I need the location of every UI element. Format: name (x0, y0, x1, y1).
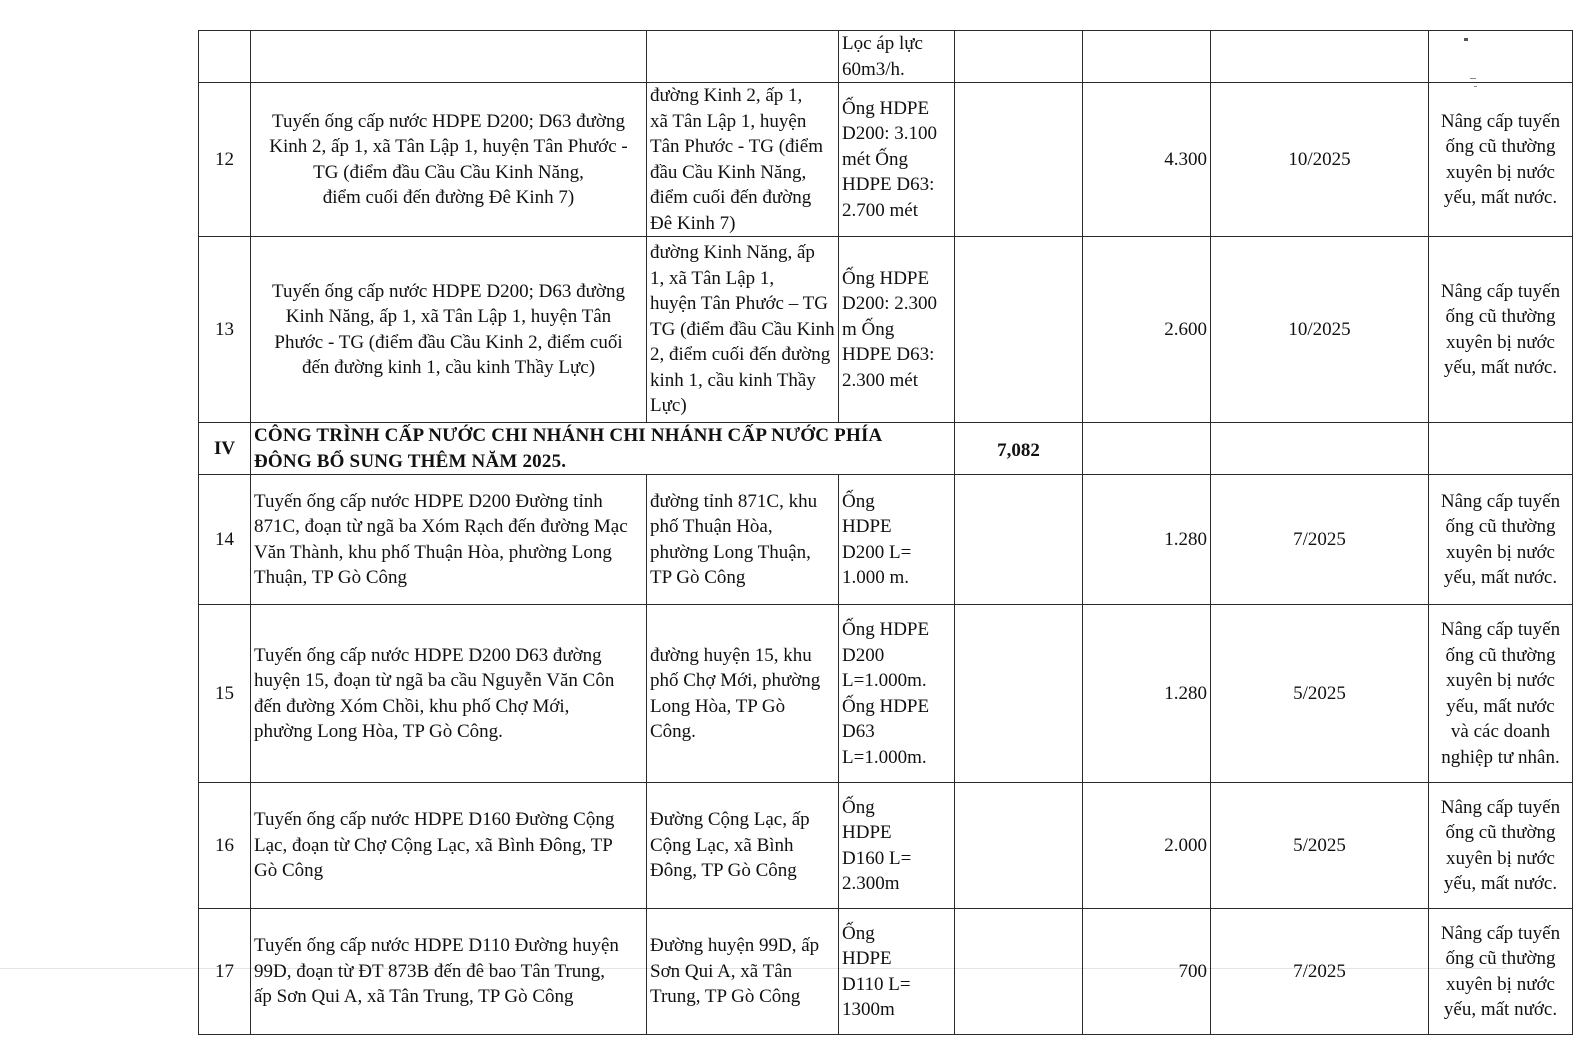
project-scale-line: D160 L= (842, 847, 912, 869)
project-location-line: TP Gò Công (650, 567, 746, 588)
project-note-line: xuyên bị nước (1446, 331, 1555, 353)
project-scale-line: Lọc áp lực (842, 33, 923, 54)
completion-time: 10/2025 (1211, 83, 1429, 237)
project-location-line: TG (điểm đầu Cầu Kinh (650, 318, 835, 340)
project-scale-line: D200: 2.300 (842, 293, 937, 315)
project-name-line: 871C, đoạn từ ngã ba Xóm Rạch đến đường Mạc (254, 516, 628, 537)
project-location-line: Đông, TP Gò Công (650, 860, 797, 882)
project-note-line: yếu, mất nước. (1443, 999, 1558, 1020)
project-name-line: phường Long Hòa, TP Gò Công. (254, 721, 503, 742)
project-name (251, 237, 647, 423)
total-cost (955, 237, 1083, 423)
total-cost (955, 83, 1083, 237)
project-note-line: và các doanh (1450, 721, 1551, 742)
completion-time: 5/2025 (1211, 605, 1429, 783)
project-scale-line: 60m3/h. (842, 58, 905, 80)
table-row (199, 605, 1573, 783)
project-name-line: Tuyến ống cấp nước HDPE D200 Đường tỉnh (254, 490, 603, 512)
project-name-line: đến đường kinh 1, cầu kinh Thầy Lực) (301, 357, 596, 378)
table-row (199, 83, 1573, 237)
project-scale-line: Ống (842, 922, 875, 944)
project-note-line: xuyên bị nước (1446, 541, 1555, 563)
project-name-line: Tuyến ống cấp nước HDPE D200; D63 đường (272, 280, 625, 302)
project-note-line: ống cũ thường (1445, 516, 1556, 537)
project-name-line: Kinh 2, ấp 1, xã Tân Lập 1, huyện Tân Phước - (269, 136, 628, 157)
project-location-line: phố Thuận Hòa, (650, 516, 773, 537)
project-name (251, 909, 647, 1035)
project-scale-line: Ống HDPE (842, 695, 930, 717)
project-scale (839, 83, 955, 237)
section-number: IV (199, 423, 251, 475)
project-location-line: phường Long Thuận, (650, 541, 811, 563)
project-scale-line: HDPE (842, 516, 892, 537)
project-scale-line: 2.700 mét (842, 199, 918, 221)
project-location (647, 237, 839, 423)
project-location-line: điểm cuối đến đường (650, 187, 812, 208)
project-scale-line: D200 L= (842, 541, 912, 563)
project-location-line: Cộng Lạc, xã Bình (650, 834, 794, 856)
project-note-line: ống cũ thường (1445, 136, 1556, 157)
project-note-line: Nâng cấp tuyến (1440, 796, 1561, 818)
project-name-line: Tuyến ống cấp nước HDPE D110 Đường huyện (254, 935, 619, 957)
project-location-line: Tân Phước - TG (điểm (650, 136, 824, 157)
project-location-line: phố Chợ Mới, phường (650, 670, 821, 691)
capital-value: 1.280 (1083, 475, 1211, 605)
project-name-line: Phước - TG (điểm đầu Cầu Kinh 2, điểm cuối (274, 331, 623, 353)
table-body (199, 31, 1573, 1035)
project-name-line: Gò Công (254, 860, 324, 882)
project-scale-line: Ống (842, 490, 875, 512)
project-location-line: đầu Cầu Kinh Năng, (650, 161, 807, 183)
project-location-line: đường Kinh 2, ấp 1, (650, 85, 803, 106)
project-note (1429, 605, 1573, 783)
table-row (199, 237, 1573, 423)
total-cost (955, 475, 1083, 605)
empty-cell (1083, 423, 1211, 475)
row-number: 14 (199, 475, 251, 605)
project-note (1429, 475, 1573, 605)
project-name-line: điểm cuối đến đường Đê Kinh 7) (322, 187, 575, 208)
row-number (199, 31, 251, 83)
total-cost (955, 31, 1083, 83)
project-scale-line: Ống HDPE (842, 97, 930, 119)
project-name-line: Lạc, đoạn từ Chợ Cộng Lạc, xã Bình Đông, TP (254, 834, 613, 856)
project-scale-line: 2.300 mét (842, 369, 918, 391)
project-name-line: Thuận, TP Gò Công (254, 567, 408, 588)
capital-value: 1.280 (1083, 605, 1211, 783)
project-note (1429, 83, 1573, 237)
project-scale (839, 475, 955, 605)
project-name (251, 605, 647, 783)
project-location-line: xã Tân Lập 1, huyện (650, 110, 807, 132)
project-location-line: Đê Kinh 7) (650, 212, 736, 234)
project-note (1429, 31, 1573, 83)
capital-value: 2.600 (1083, 237, 1211, 423)
project-scale-line: 1300m (842, 999, 895, 1020)
project-name-line: 99D, đoạn từ ĐT 873B đến đê bao Tân Trung, (254, 960, 606, 982)
project-note (1429, 783, 1573, 909)
section-total: 7,082 (955, 423, 1083, 475)
project-scale (839, 783, 955, 909)
project-note-line: xuyên bị nước (1446, 847, 1555, 869)
project-note-line: Nâng cấp tuyến (1440, 490, 1561, 512)
project-scale-line: HDPE (842, 822, 892, 843)
project-name (251, 783, 647, 909)
project-location-line: đường huyện 15, khu (650, 644, 812, 666)
project-note-line: yếu, mất nước. (1443, 873, 1558, 894)
project-location-line: 2, điểm cuối đến đường (650, 344, 831, 366)
project-location-line: Sơn Qui A, xã Tân (650, 960, 793, 982)
project-scale-line: 1.000 m. (842, 567, 910, 588)
project-note-line: Nâng cấp tuyến (1440, 110, 1561, 132)
project-note-line: yếu, mất nước. (1443, 187, 1558, 208)
project-note-line: yếu, mất nước (1446, 695, 1555, 717)
project-location-line: Công. (650, 721, 696, 742)
project-location (647, 909, 839, 1035)
project-location-line: Trung, TP Gò Công (650, 986, 801, 1008)
project-scale-line: HDPE D63: (842, 344, 935, 366)
project-scale-line: L=1.000m. (842, 746, 927, 768)
project-note (1429, 237, 1573, 423)
project-location (647, 475, 839, 605)
project-location-line: đường tỉnh 871C, khu (650, 490, 818, 512)
project-note-line: Nâng cấp tuyến (1440, 619, 1561, 640)
project-scale-line: m Ống (842, 318, 895, 340)
capital-value: 2.000 (1083, 783, 1211, 909)
project-scale (839, 605, 955, 783)
project-note-line: xuyên bị nước (1446, 973, 1555, 995)
project-scale-line: D63 (842, 721, 875, 742)
project-name (251, 475, 647, 605)
project-scale-line: 2.300m (842, 873, 900, 894)
row-number: 17 (199, 909, 251, 1035)
table-row (199, 31, 1573, 83)
project-location-line: Đường Cộng Lạc, ấp (650, 809, 810, 831)
capital-value (1083, 31, 1211, 83)
project-location-line: đường Kinh Năng, ấp (650, 242, 815, 264)
completion-time: 7/2025 (1211, 475, 1429, 605)
completion-time: 7/2025 (1211, 909, 1429, 1035)
project-name (251, 83, 647, 237)
project-location-line: 1, xã Tân Lập 1, (650, 267, 775, 289)
project-note (1429, 909, 1573, 1035)
project-note-line: nghiệp tư nhân. (1441, 746, 1560, 768)
project-note-line: yếu, mất nước. (1443, 357, 1558, 378)
project-location (647, 83, 839, 237)
project-scale (839, 909, 955, 1035)
table-row (199, 909, 1573, 1035)
row-number: 13 (199, 237, 251, 423)
project-name-line: đến đường Xóm Chồi, khu phố Chợ Mới, (254, 695, 570, 717)
project-note-line: xuyên bị nước (1446, 670, 1555, 691)
total-cost (955, 909, 1083, 1035)
project-note-line: ống cũ thường (1445, 644, 1556, 666)
row-number: 16 (199, 783, 251, 909)
project-name-line: Tuyến ống cấp nước HDPE D160 Đường Cộng (254, 809, 615, 831)
project-note-line: yếu, mất nước. (1443, 567, 1558, 588)
project-scale-line: HDPE (842, 948, 892, 969)
section-title (251, 423, 955, 475)
project-scale-line: L=1.000m. (842, 670, 927, 691)
project-scale-line: mét Ống (842, 148, 908, 170)
project-note-line: Nâng cấp tuyến (1440, 280, 1561, 302)
total-cost (955, 783, 1083, 909)
project-scale-line: D200 (842, 644, 885, 666)
project-note-line: xuyên bị nước (1446, 161, 1555, 183)
empty-cell (1429, 423, 1573, 475)
project-location-line: huyện Tân Phước – TG (650, 293, 828, 315)
project-scale-line: HDPE D63: (842, 174, 935, 196)
investment-table (198, 30, 1573, 1035)
project-location (647, 605, 839, 783)
project-name-line: ấp Sơn Qui A, xã Tân Trung, TP Gò Công (254, 986, 574, 1008)
capital-value: 4.300 (1083, 83, 1211, 237)
project-scale-line: Ống HDPE (842, 267, 930, 289)
row-number: 15 (199, 605, 251, 783)
completion-time: 5/2025 (1211, 783, 1429, 909)
project-note-line: ống cũ thường (1445, 948, 1556, 969)
project-note-line: Nâng cấp tuyến (1440, 922, 1561, 944)
project-name-line: Tuyến ống cấp nước HDPE D200; D63 đường (272, 110, 625, 132)
completion-time: 10/2025 (1211, 237, 1429, 423)
section-row (199, 423, 1573, 475)
project-scale (839, 31, 955, 83)
project-scale-line: Ống (842, 796, 875, 818)
project-note-line: ống cũ thường (1445, 306, 1556, 327)
project-name-line: TG (điểm đầu Cầu Cầu Kinh Năng, (313, 161, 584, 183)
project-scale (839, 237, 955, 423)
project-scale-line: Ống HDPE (842, 619, 930, 640)
project-location (647, 31, 839, 83)
empty-cell (1211, 423, 1429, 475)
project-scale-line: D110 L= (842, 973, 911, 995)
table-row (199, 475, 1573, 605)
project-location-line: Lực) (650, 395, 687, 417)
total-cost (955, 605, 1083, 783)
project-name-line: huyện 15, đoạn từ ngã ba cầu Nguyễn Văn Côn (254, 670, 615, 691)
table-row (199, 783, 1573, 909)
project-name-line: Tuyến ống cấp nước HDPE D200 D63 đường (254, 644, 602, 666)
section-title-line: ĐÔNG BỔ SUNG THÊM NĂM 2025. (254, 450, 567, 472)
row-number: 12 (199, 83, 251, 237)
project-location-line: kinh 1, cầu kinh Thầy (650, 369, 816, 391)
project-name-line: Kinh Năng, ấp 1, xã Tân Lập 1, huyện Tân (285, 306, 612, 327)
project-name-line: Văn Thành, khu phố Thuận Hòa, phường Long (254, 541, 612, 563)
section-title-line: CÔNG TRÌNH CẤP NƯỚC CHI NHÁNH CHI NHÁNH CẤP NƯỚC PHÍA (254, 425, 883, 446)
capital-value: 700 (1083, 909, 1211, 1035)
project-location-line: Đường huyện 99D, ấp (650, 935, 820, 957)
completion-time (1211, 31, 1429, 83)
project-name (251, 31, 647, 83)
project-scale-line: D200: 3.100 (842, 123, 937, 145)
project-location (647, 783, 839, 909)
project-note-line: ống cũ thường (1445, 822, 1556, 843)
project-location-line: Long Hòa, TP Gò (650, 695, 786, 717)
